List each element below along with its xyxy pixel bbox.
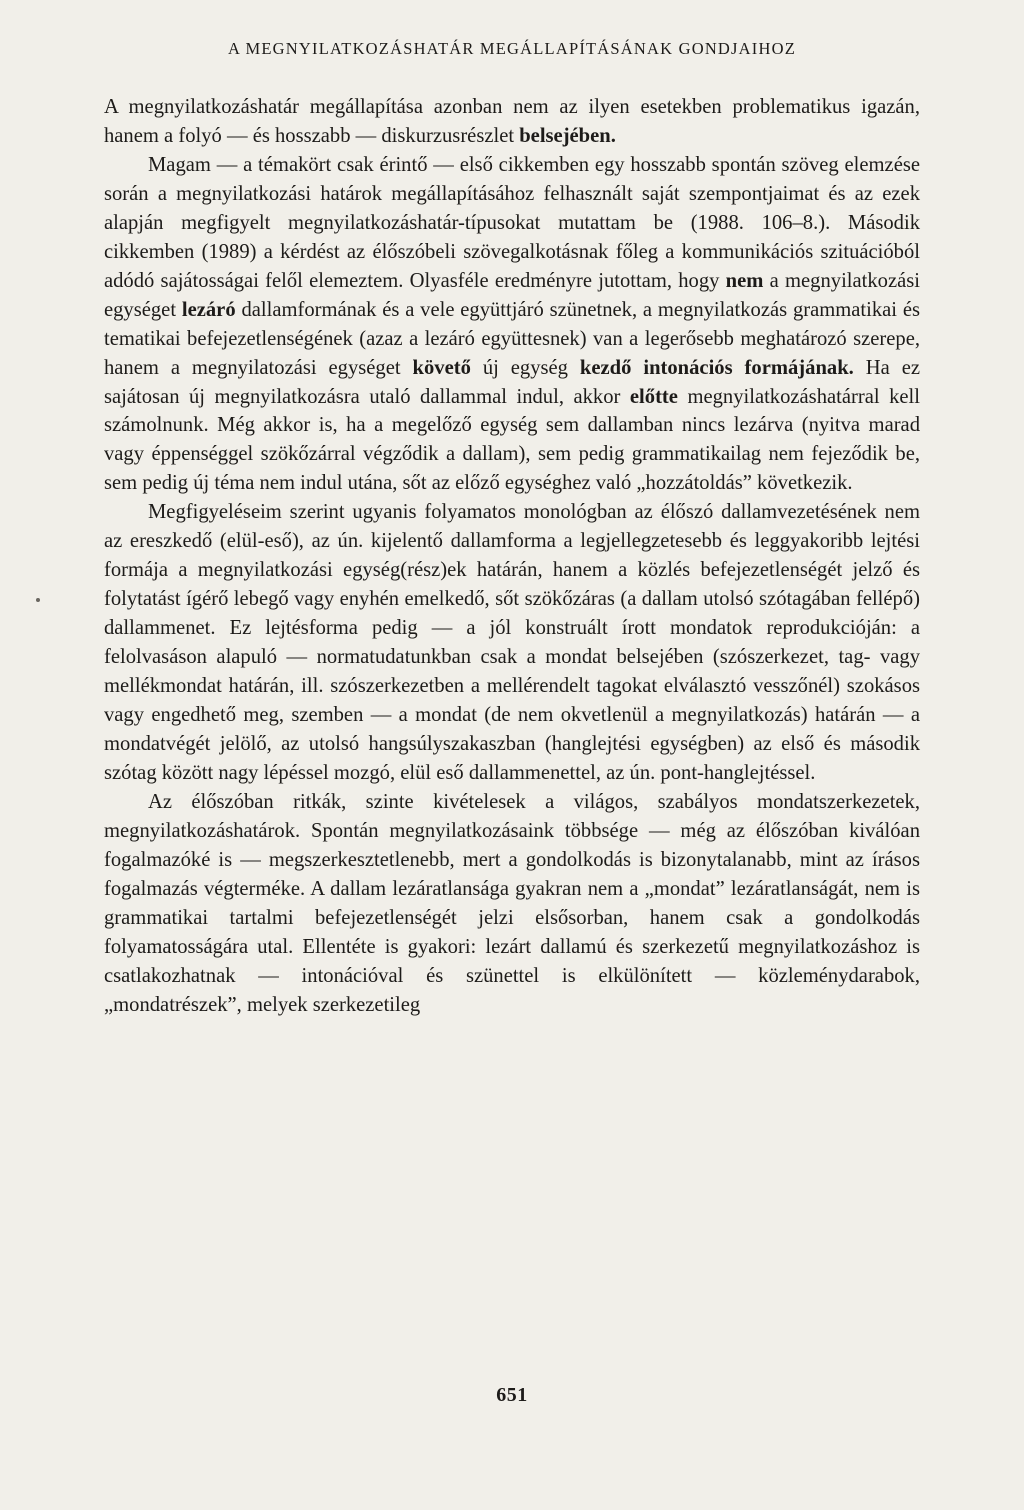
emphasis-nem: nem — [725, 269, 764, 292]
paragraph-2-text-2: a megnyilatkozási egységet — [104, 269, 920, 321]
paragraph-2-text-6: megnyilatkozáshatárral kell számolnunk. Még akkor is, ha a megelőző egység sem dallamban nincs lezárva (nyitva marad vagy éppenséggel szökőzárral végződik a dallam), sem pedig grammatikailag nem fejeződik be, sem pedig új téma nem indul utána, sőt az előző egységhez való „hozzátoldás” következik. — [104, 385, 920, 495]
paragraph-2-text-3: dallamformának és a vele együttjáró szünetnek, a megnyilatkozás grammatikai és tematikai befejezetlenségének (azaz a lezáró együttesnek) van a legerősebb meghatározó szerepe, hanem a megnyilatozási egységet — [104, 298, 920, 379]
paragraph-1-bold: belsejében. — [519, 124, 616, 147]
running-head: A MEGNYILATKOZÁSHATÁR MEGÁLLAPÍTÁSÁNAK GONDJAIHOZ — [228, 39, 796, 58]
paragraph-1-text: A megnyilatkozáshatár megállapítása azonban nem az ilyen esetekben problematikus igazán, hanem a folyó — és hosszabb — diskurzusrészlet — [104, 96, 920, 147]
document-page — [104, 34, 920, 1406]
page-number: 651 — [496, 1384, 528, 1406]
paragraph-1 — [104, 93, 920, 151]
paragraph-2-text-5: Ha ez sajátosan új megnyilatkozásra utaló dallammal indul, akkor — [104, 356, 920, 408]
paragraph-3: Megfigyeléseim szerint ugyanis folyamatos monológban az élőszó dallamvezetésének nem az ereszkedő (elül-eső), az ún. kijelentő dallamforma a legjellegzetesebb és leggyakoribb lejtési formája a megnyilatkozási egység(rész)ek határán, hanem a közlés befejezetlenségét jelző és folytatást ígérő lebegő vagy enyhén emelkedő, sőt szökőzáras (a dallam utolsó szótagában fellépő) dallammenet. Ez lejtésforma pedig — a jól konstruált írott mondatok reprodukcióján: a felolvasáson alapuló — normatudatunkban csak a mondat belsejében (szószerkezet, tag- vagy mellékmondat határán, ill. szószerkezetben a mellérendelt tagokat elválasztó vesszőnél) szokásos vagy engedhető meg, szemben — a mondat (de nem okvetlenül a megnyilatkozás) határán — a mondatvégét jelölő, az utolsó hangsúlyszakaszban (hanglejtési egységben) az első és második szótag között nagy lépéssel mozgó, elül eső dallammenettel, az ún. pont-hanglejtéssel. — [104, 501, 920, 784]
print-speck — [36, 598, 40, 602]
emphasis-koveto: követő — [412, 356, 471, 379]
paragraph-2-text-4: új egység — [470, 356, 580, 379]
paragraph-2-text: Magam — a témakört csak érintő — első cikkemben egy hosszabb spontán szöveg elemzése során a megnyilatkozási határok megállapításához felhasznált saját szempontjaimat és az ezek alapján megfigyelt megnyilatkozáshatár-típusokat mutattam be (1988. 106–8.). Második cikkemben (1989) a kérdést az élőszóbeli szövegalkotásnak főleg a kommunikációs szituációból adódó sajátosságai felől elemeztem. Olyasféle eredményre jutottam, hogy — [104, 153, 920, 292]
emphasis-elotte: előtte — [629, 385, 678, 408]
emphasis-kezdo-intonacios: kezdő intonációs formájának. — [579, 356, 854, 379]
paragraph-2 — [104, 151, 920, 498]
body-text — [104, 93, 920, 1020]
emphasis-lezaro: lezáró — [181, 298, 236, 321]
paragraph-4: Az élőszóban ritkák, szinte kivételesek a világos, szabályos mondatszerkezetek, megnyilatkozáshatárok. Spontán megnyilatkozásaink többsége — még az élőszóban kiválóan fogalmazóké is — megszerkesztetlenebb, mert a gondolkodás is bizonytalanabb, mint az írásos fogalmazás végterméke. A dallam lezáratlansága gyakran nem a „mondat” lezáratlanságát, nem is grammatikai tartalmi befejezetlenségét jelzi elsősorban, hanem csak a gondolkodás folyamatosságára utal. Ellentéte is gyakori: lezárt dallamú és szerkezetű megnyilatkozáshoz is csatlakozhatnak — intonációval és szünettel is elkülönített — közleménydarabok, „mondatrészek”, melyek szerkezetileg — [104, 790, 920, 1016]
